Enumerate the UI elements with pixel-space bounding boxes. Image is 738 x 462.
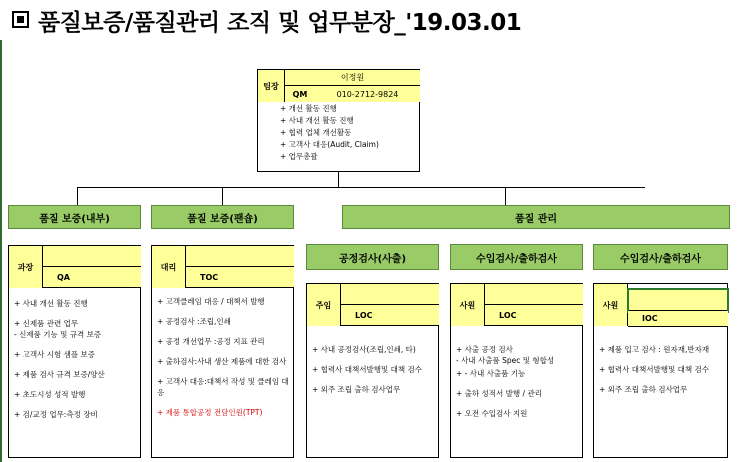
group-internal-qa: 품질 보증(내부) (8, 205, 141, 229)
staff-code: TOC (186, 267, 294, 288)
duty-list (599, 344, 726, 404)
list-item: + 사출 공정 검사 - 사내 사출품 Spec 및 형합성 (456, 344, 581, 366)
list-item: + 공정검사 :조립,인쇄 (157, 316, 292, 327)
connector-line (505, 187, 506, 205)
page-title: 품질보증/품질관리 조직 및 업무분장_'19.03.01 (38, 10, 522, 36)
list-item: + - 사내 사출품 기능 (456, 368, 581, 379)
list-item: + 초도시성 성적 발행 (14, 389, 139, 400)
group-quality-control: 품질 관리 (342, 205, 730, 229)
connector-line (222, 187, 223, 205)
staff-card-incoming-2 (593, 283, 728, 458)
list-item: + 신제품 관련 업무 - 신제품 기능 및 규격 보증 (14, 318, 139, 340)
staff-name-cell[interactable] (485, 284, 583, 305)
list-item: + 사내 공정검사(조립,인쇄, 타) (312, 344, 437, 355)
staff-card-incoming (450, 283, 583, 458)
staff-card-qa (8, 245, 141, 458)
title-bar (0, 0, 738, 44)
selected-cell[interactable] (629, 290, 727, 311)
list-item: + 개선 활동 진행 (280, 103, 420, 115)
connector-line (77, 187, 78, 205)
sheet-edge (0, 40, 2, 462)
list-item: + 공정 개선업무 :공정 지표 관리 (157, 336, 292, 347)
staff-role: 사원 (451, 284, 485, 326)
list-item: + 제품 입고 검사 : 원자재,반자재 (599, 344, 726, 355)
staff-code: LOC (341, 305, 439, 326)
staff-name-cell[interactable] (341, 284, 439, 305)
list-item: + 고객사 대응(Audit, Claim) (280, 139, 420, 151)
lead-code: QM (285, 86, 315, 102)
staff-code: QA (43, 267, 141, 288)
lead-name[interactable]: 이정원 (285, 70, 420, 86)
bullet-square-icon (12, 11, 29, 28)
list-item: + 출하검사:사내 생산 제품에 대한 검사 (157, 356, 292, 367)
staff-role: 과장 (9, 246, 43, 288)
list-item: + 외주 조립 출하 검사업무 (312, 384, 437, 395)
subgroup-incoming-outgoing: 수입검사/출하검사 (450, 244, 583, 270)
list-item: + 고객사 시험 샘플 보증 (14, 349, 139, 360)
staff-code: LOC (485, 305, 583, 326)
team-lead-box (257, 69, 420, 172)
list-item: + 검/교정 업무:측정 장비 (14, 409, 139, 420)
staff-code: IOC (628, 311, 728, 327)
staff-role: 사원 (594, 284, 628, 326)
subgroup-incoming-outgoing-2: 수입검사/출하검사 (593, 244, 728, 270)
staff-name-cell[interactable] (186, 246, 294, 267)
connector-line (77, 187, 645, 188)
staff-card-process (306, 283, 439, 458)
staff-card-toc (151, 245, 294, 458)
list-item: + 협력 업체 개선활동 (280, 127, 420, 139)
staff-role: 주임 (307, 284, 341, 326)
duty-list (312, 344, 437, 404)
list-item: + 고객클레임 대응 / 대책서 발행 (157, 296, 292, 307)
list-item: + 제품 검사 규격 보증/양산 (14, 369, 139, 380)
duty-list (14, 298, 139, 429)
list-item: + 고객사 대응:대책서 작성 및 클레임 대응 (157, 376, 292, 398)
list-item: + 업무총괄 (280, 151, 420, 163)
connector-line (338, 172, 339, 187)
lead-duties (280, 103, 420, 163)
list-item: + 제품 통합공정 전담인원(TPT) (157, 407, 292, 418)
duty-list (157, 296, 292, 427)
list-item: + 오전 수입검사 지원 (456, 408, 581, 419)
list-item: + 사내 개선 활동 진행 (280, 115, 420, 127)
list-item: + 사내 개선 활동 진행 (14, 298, 139, 309)
list-item: + 외주 조립 출하 검사업무 (599, 384, 726, 395)
lead-role: 팀장 (258, 70, 285, 102)
list-item: + 협력사 대책서발행및 대책 검수 (599, 364, 726, 375)
duty-list (456, 344, 581, 428)
list-item: + 협력사 대책서발행및 대책 검수 (312, 364, 437, 375)
staff-name-cell[interactable] (43, 246, 141, 267)
staff-role: 대리 (152, 246, 186, 288)
lead-phone[interactable]: 010-2712-9824 (315, 86, 420, 102)
list-item: + 출하 성적서 발행 / 관리 (456, 388, 581, 399)
subgroup-process-inspection: 공정검사(사출) (306, 244, 439, 270)
group-sales-qa: 품질 보증(팬숍) (151, 205, 294, 229)
